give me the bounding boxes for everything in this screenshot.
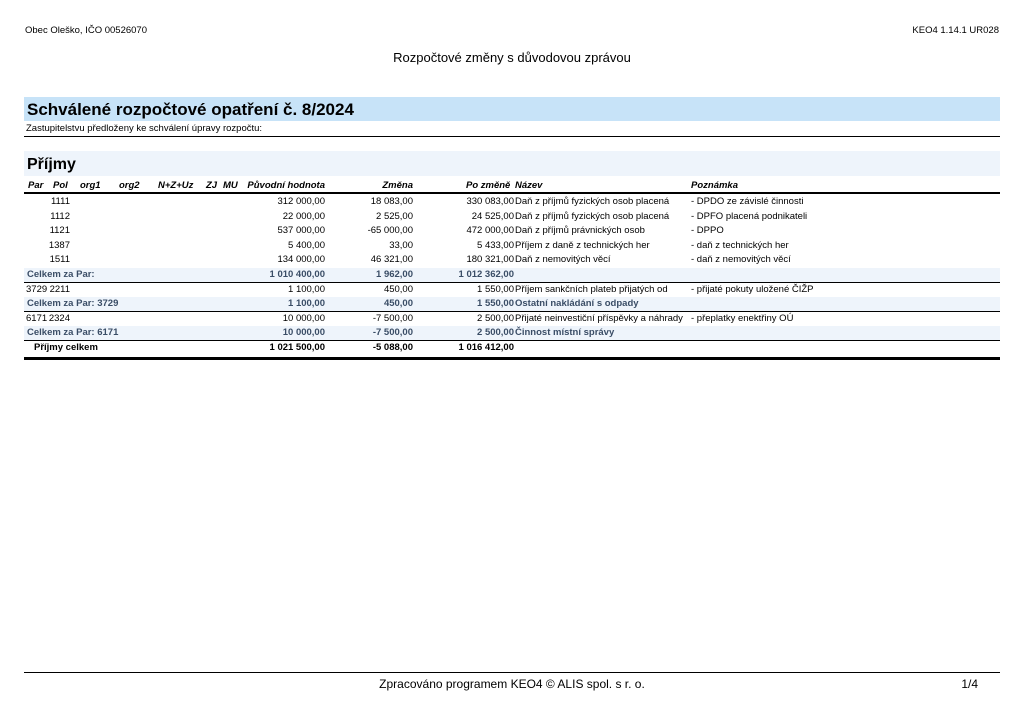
- cell-after-change: 2 500,00: [477, 327, 514, 339]
- cell-after-change: 180 321,00: [466, 254, 514, 266]
- table-row: [24, 210, 1000, 225]
- page-number: 1/4: [961, 677, 978, 691]
- cell-after-change: 1 550,00: [477, 283, 514, 295]
- cell-after-change: 472 000,00: [466, 225, 514, 237]
- cell-original-value: 1 100,00: [288, 283, 325, 295]
- col-header-zj: ZJ: [206, 180, 218, 191]
- subtotal-label: Celkem za Par: 3729: [27, 298, 119, 310]
- cell-note: - DPPO: [691, 225, 724, 237]
- cell-change: 450,00: [383, 283, 413, 295]
- cell-name: Daň z příjmů fyzických osob placená: [515, 210, 670, 222]
- cell-original-value: 1 021 500,00: [269, 342, 325, 353]
- grand-total-label: Příjmy celkem: [34, 342, 98, 353]
- cell-change: 1 962,00: [376, 269, 413, 280]
- cell-name: Příjem z daně z technických her: [515, 239, 650, 251]
- cell-after-change: 5 433,00: [477, 239, 514, 251]
- cell-change: 46 321,00: [370, 254, 413, 266]
- cell-note: - daň z nemovitých věcí: [691, 254, 791, 266]
- footer-divider: [24, 672, 1000, 673]
- cell-original-value: 10 000,00: [282, 327, 325, 339]
- cell-change: 33,00: [389, 239, 413, 251]
- col-header-org1: org1: [80, 180, 101, 191]
- cell-after-change: 24 525,00: [471, 210, 514, 222]
- col-header-nzuz: N+Z+Uz: [158, 180, 194, 191]
- cell-change: -5 088,00: [372, 342, 413, 353]
- cell-name: Daň z příjmů fyzických osob placená: [515, 196, 670, 207]
- block-header-band: [24, 151, 1000, 176]
- cell-change: 2 525,00: [376, 210, 413, 222]
- block-title: Příjmy: [27, 156, 76, 173]
- cell-original-value: 537 000,00: [277, 225, 325, 237]
- cell-original-value: 312 000,00: [277, 196, 325, 207]
- table-row: [24, 224, 1000, 239]
- cell-name: Příjem sankčních plateb přijatých od: [515, 283, 668, 295]
- subtotal-label: Celkem za Par:: [27, 269, 95, 280]
- col-header-original-value: Původní hodnota: [247, 180, 325, 191]
- cell-pol: 1511: [49, 254, 70, 266]
- cell-note: - DPDO ze závislé činnosti: [691, 196, 804, 207]
- section-title: Schválené rozpočtové opatření č. 8/2024: [27, 100, 354, 119]
- cell-name: Daň z nemovitých věcí: [515, 254, 611, 266]
- col-header-pol: Pol: [53, 180, 68, 191]
- cell-original-value: 1 010 400,00: [269, 269, 325, 280]
- cell-pol: 1111: [50, 196, 70, 207]
- cell-pol: 2211: [49, 283, 70, 295]
- col-header-par: Par: [28, 180, 44, 191]
- table-header-divider: [24, 192, 1000, 194]
- cell-change: -7 500,00: [372, 312, 413, 324]
- cell-name: Daň z příjmů právnických osob: [515, 225, 645, 237]
- cell-pol: 1112: [50, 210, 70, 222]
- organization-label: Obec Oleško, IČO 00526070: [25, 25, 147, 36]
- cell-change: 450,00: [383, 298, 413, 310]
- cell-original-value: 1 100,00: [288, 298, 325, 310]
- cell-change: -65 000,00: [367, 225, 413, 237]
- table-row: [24, 239, 1000, 254]
- subtotal-row: [24, 268, 1000, 283]
- col-header-name: Název: [515, 180, 543, 191]
- table-row: [24, 195, 1000, 210]
- cell-name: Ostatní nakládání s odpady: [515, 298, 639, 310]
- cell-note: - přijaté pokuty uložené ČIŽP: [691, 283, 814, 295]
- cell-after-change: 2 500,00: [477, 312, 514, 324]
- col-header-mu: MU: [223, 180, 238, 191]
- table-row: [24, 283, 1000, 298]
- table-row: [24, 253, 1000, 268]
- cell-original-value: 134 000,00: [277, 254, 325, 266]
- cell-after-change: 330 083,00: [466, 196, 514, 207]
- subtotal-row: [24, 326, 1000, 341]
- table-bottom-divider: [24, 357, 1000, 360]
- col-header-change: Změna: [382, 180, 413, 191]
- section-divider: [24, 136, 1000, 137]
- cell-name: Činnost místní správy: [515, 327, 615, 339]
- subtotal-row: [24, 297, 1000, 312]
- cell-original-value: 22 000,00: [282, 210, 325, 222]
- cell-pol: 1121: [49, 225, 70, 237]
- col-header-after-change: Po změně: [466, 180, 511, 191]
- cell-par: 3729: [26, 283, 48, 295]
- cell-name: Přijaté neinvestiční příspěvky a náhrady: [515, 312, 683, 324]
- col-header-note: Poznámka: [691, 180, 738, 191]
- section-subtitle: Zastupitelstvu předloženy ke schválení úpravy rozpočtu:: [26, 123, 263, 134]
- table-row: [24, 312, 1000, 327]
- software-version: KEO4 1.14.1 UR028: [912, 25, 999, 36]
- cell-note: - přeplatky enektřiny OÚ: [691, 312, 794, 324]
- cell-change: 18 083,00: [370, 196, 413, 207]
- cell-par: 6171: [26, 312, 48, 324]
- subtotal-label: Celkem za Par: 6171: [27, 327, 119, 339]
- cell-after-change: 1 550,00: [477, 298, 514, 310]
- cell-change: -7 500,00: [372, 327, 413, 339]
- cell-pol: 1387: [48, 239, 70, 251]
- cell-after-change: 1 016 412,00: [458, 342, 514, 353]
- cell-original-value: 5 400,00: [288, 239, 325, 251]
- grand-total-row: [24, 341, 1000, 356]
- cell-original-value: 10 000,00: [282, 312, 325, 324]
- document-title: Rozpočtové změny s důvodovou zprávou: [393, 50, 631, 65]
- cell-pol: 2324: [48, 312, 70, 324]
- footer-text: Zpracováno programem KEO4 © ALIS spol. s r. o.: [379, 677, 645, 691]
- cell-after-change: 1 012 362,00: [458, 269, 514, 280]
- cell-note: - DPFO placená podnikateli: [691, 210, 808, 222]
- cell-note: - daň z technických her: [691, 239, 789, 251]
- col-header-org2: org2: [119, 180, 140, 191]
